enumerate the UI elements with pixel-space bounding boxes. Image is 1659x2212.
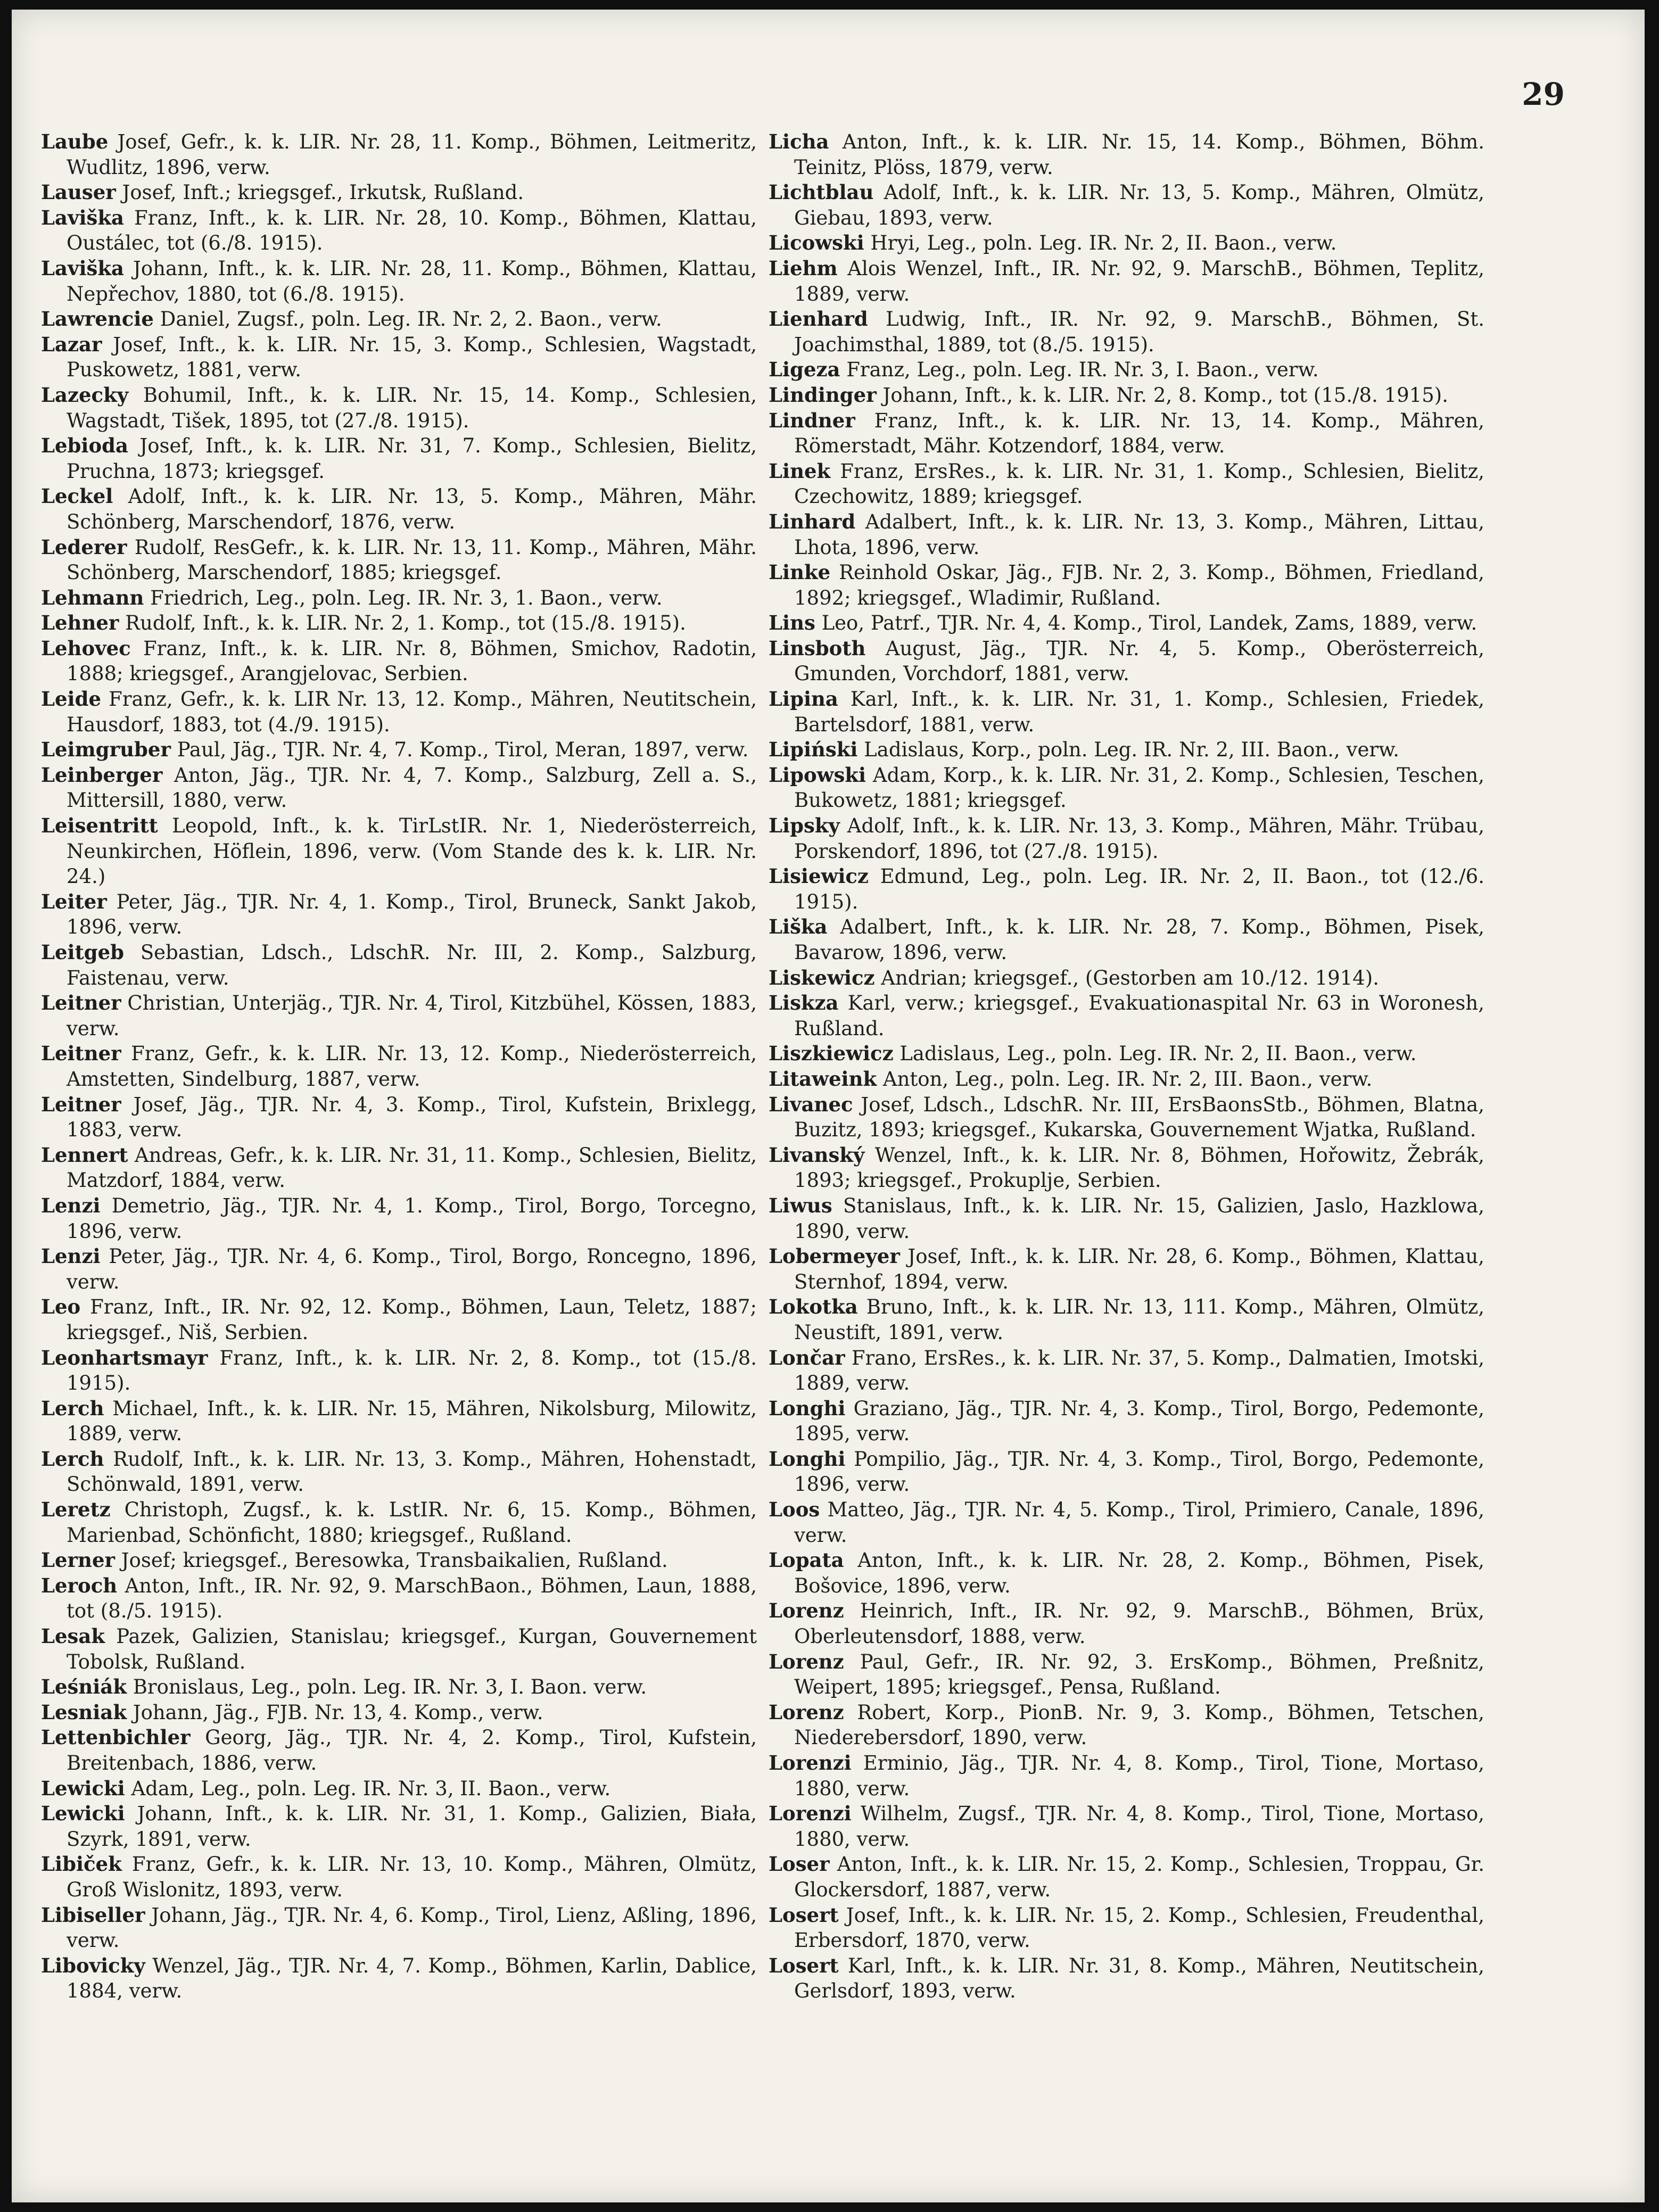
entry-details: Friedrich, Leg., poln. Leg. IR. Nr. 3, 1. Baon., verw. [144,586,663,609]
register-entry [41,1953,757,2004]
register-entry [41,1244,757,1294]
register-entry [769,1700,1484,1751]
entry-details: Wenzel, Inft., k. k. LIR. Nr. 8, Böhmen, Hořowitz, Žebrák, 1893; kriegsgef., Prokuplje, Serbien. [794,1143,1484,1192]
entry-details: Franz, ErsRes., k. k. LIR. Nr. 31, 1. Komp., Schlesien, Bielitz, Czechowitz, 1889; kriegsgef. [794,459,1484,508]
entry-details: Wenzel, Jäg., TJR. Nr. 4, 7. Komp., Böhmen, Karlin, Dablice, 1884, verw. [67,1954,757,2003]
entry-details: Josef, Inft., k. k. LIR. Nr. 28, 6. Komp., Böhmen, Klattau, Sternhof, 1894, verw. [794,1245,1484,1293]
entry-surname: Liška [769,915,828,939]
entry-surname: Leiter [41,889,107,913]
entry-surname: Lazecky [41,383,129,407]
entry-surname: Libovicky [41,1953,145,1977]
register-entry [769,763,1484,813]
entry-details: Rudolf, Inft., k. k. LIR. Nr. 2, 1. Komp., tot (15./8. 1915). [119,612,686,635]
register-entry [769,1294,1484,1345]
entry-details: Franz, Inft., k. k. LIR. Nr. 13, 14. Komp., Mähren, Römerstadt, Mähr. Kotzendorf, 1884, verw. [794,409,1484,458]
register-entry [41,636,757,687]
entry-surname: Livanec [769,1092,853,1116]
register-entry [769,256,1484,307]
register-entry [41,484,757,534]
entry-surname: Lorenz [769,1700,844,1724]
entry-details: Bronislaus, Leg., poln. Leg. IR. Nr. 3, I. Baon. verw. [126,1675,647,1699]
register-entry [41,889,757,940]
register-entry [769,180,1484,230]
entry-surname: Laube [41,130,109,153]
entry-surname: Losert [769,1953,839,1977]
register-entry [769,1953,1484,2004]
entry-surname: Lehner [41,611,119,635]
register-entry [769,1852,1484,1902]
entry-details: Rudolf, ResGefr., k. k. LIR. Nr. 13, 11. Komp., Mähren, Mähr. Schönberg, Marschendorf, 1885; kriegsgef. [67,535,757,584]
entry-details: Johann, Inft., k. k. LIR. Nr. 28, 11. Komp., Böhmen, Klattau, Nepřechov, 1880, tot (6./8. 1915). [67,257,757,306]
register-entry [769,1092,1484,1143]
entry-surname: Lipiński [769,738,858,762]
page-number: 29 [1522,76,1565,112]
entry-surname: Lorenz [769,1649,844,1673]
entry-details: Anton, Leg., poln. Leg. IR. Nr. 2, III. Baon., verw. [877,1067,1373,1091]
register-entry [769,636,1484,687]
register-entry [41,1725,757,1776]
entry-surname: Liszkiewicz [769,1042,894,1066]
register-entry [41,737,757,763]
entry-surname: Lorenz [769,1599,844,1623]
register-entry [41,1624,757,1674]
entry-details: Paul, Gefr., IR. Nr. 92, 3. ErsKomp., Böhmen, Preßnitz, Weipert, 1895; kriegsgef., Pensa, Rußland. [794,1650,1484,1699]
entry-details: Wilhelm, Zugsf., TJR. Nr. 4, 8. Komp., Tirol, Tione, Mortaso, 1880, verw. [794,1802,1484,1851]
entry-details: Adam, Korp., k. k. LIR. Nr. 31, 2. Komp., Schlesien, Teschen, Bukowetz, 1881; kriegsgef. [794,763,1484,812]
entry-details: Franz, Inft., k. k. LIR. Nr. 8, Böhmen, Smichov, Radotin, 1888; kriegsgef., Arangjelovac, Serbien. [67,637,757,686]
entry-surname: Linsboth [769,636,866,660]
entry-surname: Laviška [41,256,124,280]
register-entry [769,230,1484,256]
entry-surname: Lobermeyer [769,1244,900,1268]
entry-details: Adam, Leg., poln. Leg. IR. Nr. 3, II. Baon., verw. [125,1777,611,1800]
entry-surname: Lipsky [769,814,840,838]
entry-surname: Libiseller [41,1903,145,1927]
entry-details: Alois Wenzel, Inft., IR. Nr. 92, 9. MarschB., Böhmen, Teplitz, 1889, verw. [794,257,1484,306]
register-entry [769,357,1484,383]
register-entry [769,1041,1484,1067]
entry-surname: Lienhard [769,307,868,331]
entry-details: Adalbert, Inft., k. k. LIR. Nr. 13, 3. Komp., Mähren, Littau, Lhota, 1896, verw. [794,510,1484,559]
entry-details: Reinhold Oskar, Jäg., FJB. Nr. 2, 3. Komp., Böhmen, Friedland, 1892; kriegsgef., Wladimir, Rußland. [794,561,1484,609]
entry-surname: Lennert [41,1143,128,1167]
entry-surname: Loos [769,1498,820,1522]
entry-surname: Linke [769,560,831,584]
entry-details: Edmund, Leg., poln. Leg. IR. Nr. 2, II. Baon., tot (12./6. 1915). [794,865,1484,913]
register-entry [41,256,757,307]
register-entry [41,205,757,256]
entry-details: Josef, Inft., k. k. LIR. Nr. 15, 3. Komp., Schlesien, Wagstadt, Puskowetz, 1881, verw. [67,333,757,382]
entry-details: Josef, Ldsch., LdschR. Nr. III, ErsBaonsStb., Böhmen, Blatna, Buzitz, 1893; kriegsgef., Kukarska, Gouvernement Wjatka, Rußland. [794,1093,1484,1142]
entry-surname: Liskewicz [769,965,875,989]
entry-details: Franz, Gefr., k. k. LIR. Nr. 13, 10. Komp., Mähren, Olmütz, Groß Wislonitz, 1893, verw. [67,1853,757,1901]
entry-surname: Lindner [769,408,855,432]
register-entry [769,383,1484,408]
register-entry [769,408,1484,459]
entry-details: Daniel, Zugsf., poln. Leg. IR. Nr. 2, 2. Baon., verw. [153,308,662,331]
register-entry [41,1092,757,1143]
register-entry [769,864,1484,914]
entry-details: Bruno, Inft., k. k. LIR. Nr. 13, 111. Komp., Mähren, Olmütz, Neustift, 1891, verw. [794,1295,1484,1344]
entry-surname: Lebioda [41,434,129,458]
entry-surname: Lawrencie [41,307,154,331]
entry-details: Anton, Inft., k. k. LIR. Nr. 15, 14. Komp., Böhmen, Böhm. Teinitz, Plöss, 1879, verw. [794,130,1484,179]
register-entry [769,914,1484,965]
entry-details: Georg, Jäg., TJR. Nr. 4, 2. Komp., Tirol, Kufstein, Breitenbach, 1886, verw. [67,1726,757,1774]
register-entry [41,1346,757,1396]
register-entry [41,813,757,889]
column-left [41,129,757,2004]
entry-surname: Lončar [769,1346,845,1369]
entry-surname: Liskza [769,991,839,1015]
register-entry [769,610,1484,636]
entry-surname: Leitner [41,1042,121,1066]
entry-surname: Lewicki [41,1776,125,1800]
entry-surname: Livanský [769,1143,865,1167]
register-entry [41,1143,757,1193]
entry-surname: Lederer [41,535,127,559]
entry-details: Johann, Inft., k. k. LIR. Nr. 2, 8. Komp., tot (15./8. 1915). [876,383,1448,407]
register-entry [41,1903,757,1953]
entry-surname: Lindinger [769,383,877,407]
entry-details: Johann, Jäg., TJR. Nr. 4, 6. Komp., Tirol, Lienz, Aßling, 1896, verw. [67,1903,757,1952]
entry-details: Franz, Leg., poln. Leg. IR. Nr. 3, I. Baon., verw. [840,358,1319,382]
entry-details: Anton, Inft., k. k. LIR. Nr. 15, 2. Komp., Schlesien, Troppau, Gr. Glockersdorf, 1887, verw. [794,1853,1484,1901]
entry-surname: Leo [41,1295,81,1319]
entry-details: Josef, Inft., k. k. LIR. Nr. 31, 7. Komp., Schlesien, Bielitz, Pruchna, 1873; kriegsgef. [67,434,757,483]
entry-details: Adolf, Inft., k. k. LIR. Nr. 13, 5. Komp., Mähren, Mähr. Schönberg, Marschendorf, 1876, verw. [67,485,757,533]
entry-details: Christian, Unterjäg., TJR. Nr. 4, Tirol, Kitzbühel, Kössen, 1883, verw. [67,992,757,1040]
entry-details: Anton, Inft., k. k. LIR. Nr. 28, 2. Komp., Böhmen, Pisek, Bošovice, 1896, verw. [794,1549,1484,1597]
entry-details: Erminio, Jäg., TJR. Nr. 4, 8. Komp., Tirol, Tione, Mortaso, 1880, verw. [794,1752,1484,1800]
register-entry [769,1497,1484,1548]
register-entry [769,965,1484,991]
register-entry [41,535,757,585]
entry-details: Andrian; kriegsgef., (Gestorben am 10./12. 1914). [874,966,1379,989]
entry-surname: Lesniak [41,1700,127,1724]
entry-details: Johann, Jäg., FJB. Nr. 13, 4. Komp., verw. [126,1701,543,1724]
entry-details: Paul, Jäg., TJR. Nr. 4, 7. Komp., Tirol, Meran, 1897, verw. [170,738,749,762]
entry-surname: Lerch [41,1447,104,1471]
entry-details: Demetrio, Jäg., TJR. Nr. 4, 1. Komp., Tirol, Borgo, Torcegno, 1896, verw. [67,1194,757,1243]
register-entry [769,1244,1484,1294]
register-entry [41,433,757,484]
register-entry [41,1396,757,1447]
entry-surname: Lichtblau [769,180,874,204]
entry-surname: Lokotka [769,1295,858,1319]
register-entry [41,610,757,636]
entry-surname: Longhi [769,1396,846,1420]
entry-details: Stanislaus, Inft., k. k. LIR. Nr. 15, Galizien, Jaslo, Hazklowa, 1890, verw. [794,1194,1484,1243]
register-entry [41,307,757,332]
entry-surname: Leide [41,687,102,711]
entry-details: Peter, Jäg., TJR. Nr. 4, 1. Komp., Tirol, Bruneck, Sankt Jakob, 1896, verw. [67,890,757,939]
entry-surname: Lipowski [769,763,866,787]
register-entry [769,1903,1484,1953]
entry-surname: Lorenzi [769,1751,852,1774]
entry-details: Heinrich, Inft., IR. Nr. 92, 9. MarschB., Böhmen, Brüx, Oberleutensdorf, 1888, verw. [794,1599,1484,1648]
entry-details: Leo, Patrf., TJR. Nr. 4, 4. Komp., Tirol, Landek, Zams, 1889, verw. [815,612,1478,635]
entry-details: Peter, Jäg., TJR. Nr. 4, 6. Komp., Tirol, Borgo, Roncegno, 1896, verw. [67,1245,757,1293]
entry-surname: Lewicki [41,1802,125,1826]
entry-surname: Linek [769,459,831,483]
entry-surname: Lazar [41,332,102,356]
register-entry [769,1598,1484,1649]
entry-details: Pazek, Galizien, Stanislau; kriegsgef., Kurgan, Gouvernement Tobolsk, Rußland. [67,1625,757,1673]
entry-surname: Laviška [41,205,124,229]
entry-details: Robert, Korp., PionB. Nr. 9, 3. Komp., Böhmen, Tetschen, Niederebersdorf, 1890, verw. [794,1701,1484,1749]
entry-surname: Lehmann [41,585,144,609]
register-entry [41,1573,757,1624]
register-entry [41,991,757,1041]
entry-surname: Lipina [769,687,838,711]
register-entry [769,1447,1484,1497]
register-entry [41,332,757,383]
entry-details: Ladislaus, Leg., poln. Leg. IR. Nr. 2, II. Baon., verw. [893,1042,1417,1066]
entry-details: Anton, Inft., IR. Nr. 92, 9. MarschBaon., Böhmen, Laun, 1888, tot (8./5. 1915). [67,1574,757,1623]
entry-surname: Longhi [769,1447,846,1471]
entry-surname: Lenzi [41,1193,101,1217]
entry-details: Johann, Inft., k. k. LIR. Nr. 31, 1. Komp., Galizien, Biała, Szyrk, 1891, verw. [67,1802,757,1851]
entry-surname: Libiček [41,1852,122,1876]
register-entry [769,459,1484,509]
entry-details: Ladislaus, Korp., poln. Leg. IR. Nr. 2, III. Baon., verw. [857,738,1400,762]
entry-details: Sebastian, Ldsch., LdschR. Nr. III, 2. Komp., Salzburg, Faistenau, verw. [67,941,757,989]
register-entry [769,560,1484,610]
register-entry [769,1396,1484,1447]
entry-surname: Leitner [41,991,121,1015]
register-entry [41,1041,757,1092]
entry-surname: Leretz [41,1498,111,1522]
entry-details: Michael, Inft., k. k. LIR. Nr. 15, Mähren, Nikolsburg, Milowitz, 1889, verw. [67,1397,757,1446]
entry-details: Pompilio, Jäg., TJR. Nr. 4, 3. Komp., Tirol, Borgo, Pedemonte, 1896, verw. [794,1447,1484,1496]
entry-surname: Lehovec [41,636,131,660]
register-entry [769,129,1484,180]
entry-surname: Lorenzi [769,1802,852,1826]
register-entry [41,1447,757,1497]
register-entry [41,1193,757,1244]
entry-details: Matteo, Jäg., TJR. Nr. 4, 5. Komp., Tirol, Primiero, Canale, 1896, verw. [794,1498,1484,1547]
register-entry [41,1776,757,1802]
entry-details: Karl, verw.; kriegsgef., Evakuationaspital Nr. 63 in Woronesh, Rußland. [794,992,1484,1040]
register-entry [769,991,1484,1041]
entry-details: Franz, Gefr., k. k. LIR Nr. 13, 12. Komp., Mähren, Neutitschein, Hausdorf, 1883, tot (4./9. 1915). [67,688,757,736]
register-entry [41,585,757,611]
register-entry [769,307,1484,357]
register-entry [41,1852,757,1902]
register-entry [769,1801,1484,1852]
register-entry [41,383,757,433]
entry-details: Anton, Jäg., TJR. Nr. 4, 7. Komp., Salzburg, Zell a. S., Mittersill, 1880, verw. [67,763,757,812]
entry-details: Franz, Inft., k. k. LIR. Nr. 28, 10. Komp., Böhmen, Klattau, Oustálec, tot (6./8. 1915). [67,206,757,255]
entry-details: Hryi, Leg., poln. Leg. IR. Nr. 2, II. Baon., verw. [864,232,1337,255]
column-right [769,129,1484,2004]
entry-surname: Lerch [41,1396,104,1420]
entry-surname: Liehm [769,256,838,280]
entry-surname: Losert [769,1903,839,1927]
entry-details: Adolf, Inft., k. k. LIR. Nr. 13, 5. Komp., Mähren, Olmütz, Giebau, 1893, verw. [794,181,1484,229]
register-entry [41,180,757,205]
entry-surname: Leimgruber [41,738,171,762]
register-entry [41,1497,757,1548]
document-page [12,10,1645,2202]
entry-details: Josef, Jäg., TJR. Nr. 4, 3. Komp., Tirol, Kufstein, Brixlegg, 1883, verw. [67,1093,757,1142]
entry-surname: Loser [769,1852,830,1876]
register-entry [769,1649,1484,1700]
entry-details: Karl, Inft., k. k. LIR. Nr. 31, 1. Komp., Schlesien, Friedek, Bartelsdorf, 1881, verw. [794,688,1484,736]
entry-surname: Leonhartsmayr [41,1346,208,1369]
entry-details: Bohumil, Inft., k. k. LIR. Nr. 15, 14. Komp., Schlesien, Wagstadt, Tišek, 1895, tot (27./8. 1915). [67,383,757,432]
entry-details: Adolf, Inft., k. k. LIR. Nr. 13, 3. Komp., Mähren, Mähr. Trübau, Porskendorf, 1896, tot (27./8. 1915). [794,814,1484,863]
entry-details: Frano, ErsRes., k. k. LIR. Nr. 37, 5. Komp., Dalmatien, Imotski, 1889, verw. [794,1346,1484,1395]
entry-details: Rudolf, Inft., k. k. LIR. Nr. 13, 3. Komp., Mähren, Hohenstadt, Schönwald, 1891, verw. [67,1447,757,1496]
entry-surname: Leitner [41,1092,121,1116]
entry-surname: Lisiewicz [769,864,869,888]
entry-surname: Lenzi [41,1244,101,1268]
entry-surname: Lins [769,611,815,635]
register-entry [41,1801,757,1852]
register-entry [41,687,757,737]
entry-details: Ludwig, Inft., IR. Nr. 92, 9. MarschB., Böhmen, St. Joachimsthal, 1889, tot (8./5. 1915). [794,308,1484,356]
entry-details: Josef, Inft., k. k. LIR. Nr. 15, 2. Komp., Schlesien, Freudenthal, Erbersdorf, 1870, verw. [794,1903,1484,1952]
entry-surname: Leitgeb [41,940,124,964]
entry-surname: Lauser [41,180,116,204]
entry-details: Christoph, Zugsf., k. k. LstIR. Nr. 6, 15. Komp., Böhmen, Marienbad, Schönficht, 1880; kriegsgef., Rußland. [67,1498,757,1547]
entry-surname: Litaweink [769,1067,877,1091]
entry-surname: Lesak [41,1624,105,1648]
entry-surname: Lerner [41,1548,115,1572]
register-entry [41,1294,757,1345]
entry-details: Andreas, Gefr., k. k. LIR. Nr. 31, 11. Komp., Schlesien, Bielitz, Matzdorf, 1884, verw. [67,1143,757,1192]
register-entry [41,763,757,813]
register-entry [769,1143,1484,1193]
entry-surname: Ligeza [769,358,840,382]
entry-surname: Leroch [41,1573,118,1597]
entry-details: Leopold, Inft., k. k. TirLstIR. Nr. 1, Niederösterreich, Neunkirchen, Höflein, 1896, verw. (Vom Stande des k. k. LIR. Nr. 24.) [67,814,757,888]
entry-surname: Licha [769,130,829,153]
entry-surname: Lopata [769,1548,844,1572]
register-entry [769,687,1484,737]
entry-details: Josef, Inft.; kriegsgef., Irkutsk, Rußland. [115,181,524,204]
entry-details: August, Jäg., TJR. Nr. 4, 5. Komp., Oberösterreich, Gmunden, Vorchdorf, 1881, verw. [794,637,1484,686]
register-entry [769,813,1484,864]
entry-surname: Lettenbichler [41,1726,191,1749]
entry-details: Graziano, Jäg., TJR. Nr. 4, 3. Komp., Tirol, Borgo, Pedemonte, 1895, verw. [794,1397,1484,1446]
entry-surname: Leisentritt [41,814,158,838]
entry-details: Karl, Inft., k. k. LIR. Nr. 31, 8. Komp., Mähren, Neutitschein, Gerlsdorf, 1893, verw. [794,1954,1484,2003]
register-entry [769,737,1484,763]
register-entry [41,1700,757,1726]
entry-surname: Licowski [769,231,864,255]
entry-surname: Liwus [769,1193,832,1217]
register-entry [769,1193,1484,1244]
register-entry [41,1548,757,1573]
register-entry [769,1346,1484,1396]
register-entry [769,509,1484,560]
register-entry [41,129,757,180]
entry-details: Franz, Inft., IR. Nr. 92, 12. Komp., Böhmen, Laun, Teletz, 1887; kriegsgef., Niš, Serbien. [67,1295,757,1344]
entry-details: Josef; kriegsgef., Beresowka, Transbaikalien, Rußland. [115,1549,668,1572]
register-entry [769,1548,1484,1598]
register-entry [769,1751,1484,1801]
entry-surname: Leinberger [41,763,163,787]
entry-details: Adalbert, Inft., k. k. LIR. Nr. 28, 7. Komp., Böhmen, Pisek, Bavarow, 1896, verw. [794,915,1484,964]
register-entry [769,1067,1484,1092]
entry-surname: Leśniák [41,1675,127,1699]
register-entry [41,940,757,991]
entry-surname: Linhard [769,509,856,533]
entry-details: Franz, Gefr., k. k. LIR. Nr. 13, 12. Komp., Niederösterreich, Amstetten, Sindelburg, 1887, verw. [67,1042,757,1091]
entry-details: Josef, Gefr., k. k. LIR. Nr. 28, 11. Komp., Böhmen, Leitmeritz, Wudlitz, 1896, verw. [67,130,757,179]
register-entry [41,1674,757,1700]
entry-details: Franz, Inft., k. k. LIR. Nr. 2, 8. Komp., tot (15./8. 1915). [67,1346,757,1395]
entry-surname: Leckel [41,484,113,508]
